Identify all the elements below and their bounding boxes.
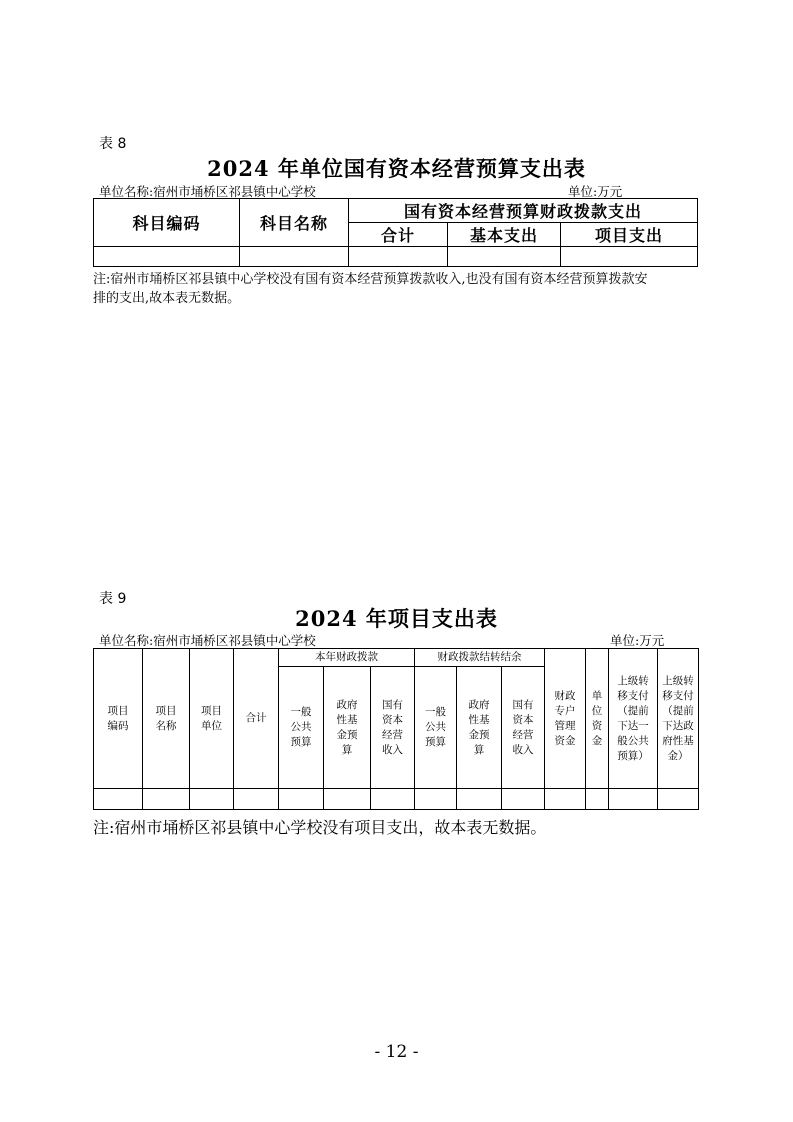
header-transfer-general: 上级转移支付（提前下达一般公共预算） <box>609 649 658 789</box>
table-row <box>94 247 698 267</box>
header-total: 合计 <box>349 223 448 247</box>
table9-label: 表 9 <box>99 591 127 607</box>
table9-note: 注:宿州市埇桥区祁县镇中心学校没有项目支出，故本表无数据。 <box>93 818 547 837</box>
table8-title: 2024 年单位国有资本经营预算支出表 <box>207 156 586 181</box>
table8-grid <box>93 198 698 267</box>
header-project-expense: 项目支出 <box>561 223 698 247</box>
header-state-capital-expense: 国有资本经营预算财政拨款支出 <box>349 199 698 223</box>
header-special-account: 财政专户管理资金 <box>545 649 586 789</box>
table9-grid <box>93 648 699 810</box>
header-subject-code: 科目编码 <box>94 199 240 247</box>
header-transfer-fund: 上级转移支付（提前下达政府性基金） <box>658 649 699 789</box>
table8-unit-name: 单位名称:宿州市埇桥区祁县镇中心学校 <box>99 184 316 199</box>
table9-unit: 单位:万元 <box>610 633 665 648</box>
header-state-capital: 国有资本经营收入 <box>371 667 415 789</box>
table8-unit: 单位:万元 <box>568 184 623 199</box>
table8-note-line2: 排的支出,故本表无数据。 <box>93 291 241 306</box>
header-state-capital-2: 国有资本经营收入 <box>502 667 545 789</box>
table8-label: 表 8 <box>99 136 127 152</box>
header-project-name: 项目名称 <box>143 649 190 789</box>
header-basic-expense: 基本支出 <box>448 223 561 247</box>
header-unit-funds: 单位资金 <box>586 649 609 789</box>
header-project-code: 项目编码 <box>94 649 143 789</box>
header-total: 合计 <box>234 649 279 789</box>
table8-note <box>93 270 703 308</box>
table8-note-line1: 注:宿州市埇桥区祁县镇中心学校没有国有资本经营预算拨款收入,也没有国有资本经营预算拨款安 <box>93 272 648 287</box>
table9-unit-name: 单位名称:宿州市埇桥区祁县镇中心学校 <box>99 633 316 648</box>
header-fund-budget-2: 政府性基金预算 <box>457 667 502 789</box>
header-project-unit: 项目单位 <box>190 649 234 789</box>
header-carryover: 财政拨款结转结余 <box>415 649 545 667</box>
header-subject-name: 科目名称 <box>240 199 349 247</box>
header-general-budget-2: 一般公共预算 <box>415 667 457 789</box>
table-row <box>94 789 699 810</box>
header-current-year-allocation: 本年财政拨款 <box>279 649 415 667</box>
table9-title: 2024 年项目支出表 <box>295 606 498 631</box>
page-number: - 12 - <box>374 1042 419 1062</box>
header-fund-budget: 政府性基金预算 <box>324 667 371 789</box>
header-general-budget: 一般公共预算 <box>279 667 324 789</box>
